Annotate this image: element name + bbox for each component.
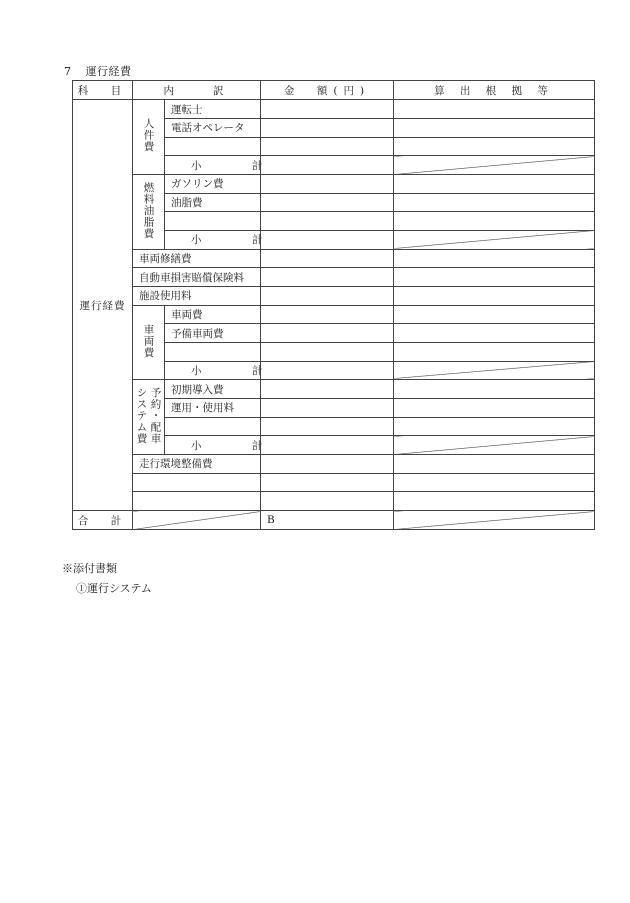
basis-cell-crossed [394, 436, 595, 455]
basis-cell[interactable] [394, 454, 595, 473]
item-operator: 電話オペレータ [165, 118, 261, 137]
basis-cell[interactable] [394, 417, 595, 436]
group-fuel: 燃料油脂費 [133, 174, 165, 249]
basis-cell[interactable] [394, 492, 595, 511]
section-title: 運行経費 [85, 65, 132, 78]
header-basis: 算 出 根 拠 等 [394, 81, 595, 100]
item-blank[interactable] [133, 492, 261, 511]
header-category: 科 目 [73, 81, 133, 100]
basis-cell[interactable] [394, 380, 595, 399]
item-blank[interactable] [165, 342, 261, 361]
amount-cell[interactable] [261, 454, 394, 473]
basis-cell-crossed [394, 361, 595, 380]
group-personnel: 人件費 [133, 100, 165, 175]
table-row [73, 100, 595, 119]
table-row [73, 454, 595, 473]
item-blank[interactable] [165, 212, 261, 231]
item-environment: 走行環境整備費 [133, 454, 261, 473]
table-row [73, 380, 595, 399]
basis-cell[interactable] [394, 305, 595, 324]
table-row [73, 268, 595, 287]
basis-cell[interactable] [394, 249, 595, 268]
amount-cell[interactable] [261, 342, 394, 361]
subtotal-label: 小 計 [165, 436, 261, 455]
table-row [73, 174, 595, 193]
basis-cell[interactable] [394, 398, 595, 417]
item-blank[interactable] [165, 417, 261, 436]
subtotal-label: 小 計 [165, 230, 261, 249]
table-row [73, 286, 595, 305]
basis-cell[interactable] [394, 473, 595, 492]
total-amount: B [261, 511, 394, 530]
total-row [73, 511, 595, 530]
item-blank[interactable] [133, 473, 261, 492]
table-row [73, 249, 595, 268]
table-row [73, 473, 595, 492]
amount-cell[interactable] [261, 174, 394, 193]
header-row [73, 81, 595, 100]
basis-cell[interactable] [394, 118, 595, 137]
amount-cell[interactable] [261, 249, 394, 268]
amount-cell[interactable] [261, 305, 394, 324]
basis-cell[interactable] [394, 100, 595, 119]
basis-cell[interactable] [394, 137, 595, 156]
item-gasoline: ガソリン費 [165, 174, 261, 193]
basis-cell[interactable] [394, 268, 595, 287]
group-system [133, 380, 165, 455]
expense-table [72, 80, 595, 530]
amount-cell[interactable] [261, 137, 394, 156]
amount-cell[interactable] [261, 398, 394, 417]
header-amount: 金 額(円) [261, 81, 394, 100]
item-insurance: 自動車損害賠償保険料 [133, 268, 261, 287]
basis-cell[interactable] [394, 324, 595, 343]
amount-cell[interactable] [261, 324, 394, 343]
total-details-crossed [133, 511, 261, 530]
group-system-col1: システム費 [135, 386, 148, 445]
section-heading [64, 63, 132, 79]
total-label: 合 計 [73, 511, 133, 530]
amount-cell[interactable] [261, 286, 394, 305]
amount-cell[interactable] [261, 118, 394, 137]
table-row [73, 492, 595, 511]
item-operation: 運用・使用料 [165, 398, 261, 417]
amount-cell[interactable] [261, 212, 394, 231]
basis-cell-crossed [394, 156, 595, 175]
item-oil: 油脂費 [165, 193, 261, 212]
group-system-col2: 予約・配車 [149, 386, 162, 445]
amount-cell[interactable] [261, 473, 394, 492]
amount-cell[interactable] [261, 380, 394, 399]
item-vehicle-cost: 車両費 [165, 305, 261, 324]
amount-cell[interactable] [261, 100, 394, 119]
table-row [73, 305, 595, 324]
amount-cell[interactable] [261, 492, 394, 511]
group-vehicle: 車両費 [133, 305, 165, 380]
subtotal-label: 小 計 [165, 361, 261, 380]
item-driver: 運転士 [165, 100, 261, 119]
amount-cell[interactable] [261, 193, 394, 212]
basis-cell-crossed [394, 230, 595, 249]
amount-cell[interactable] [261, 417, 394, 436]
subtotal-label: 小 計 [165, 156, 261, 175]
category-cell: 運行経費 [73, 100, 133, 511]
item-spare-vehicle: 予備車両費 [165, 324, 261, 343]
basis-cell[interactable] [394, 174, 595, 193]
item-initial: 初期導入費 [165, 380, 261, 399]
basis-cell[interactable] [394, 212, 595, 231]
basis-cell[interactable] [394, 342, 595, 361]
basis-cell[interactable] [394, 193, 595, 212]
item-facility: 施設使用料 [133, 286, 261, 305]
item-blank[interactable] [165, 137, 261, 156]
section-number: 7 [64, 65, 72, 78]
total-basis-crossed [394, 511, 595, 530]
basis-cell[interactable] [394, 286, 595, 305]
header-details: 内 訳 [133, 81, 261, 100]
item-repair: 車両修繕費 [133, 249, 261, 268]
attachment-item: ①運行システム [76, 582, 152, 595]
attachments-title: ※添付書類 [62, 562, 117, 575]
amount-cell[interactable] [261, 268, 394, 287]
